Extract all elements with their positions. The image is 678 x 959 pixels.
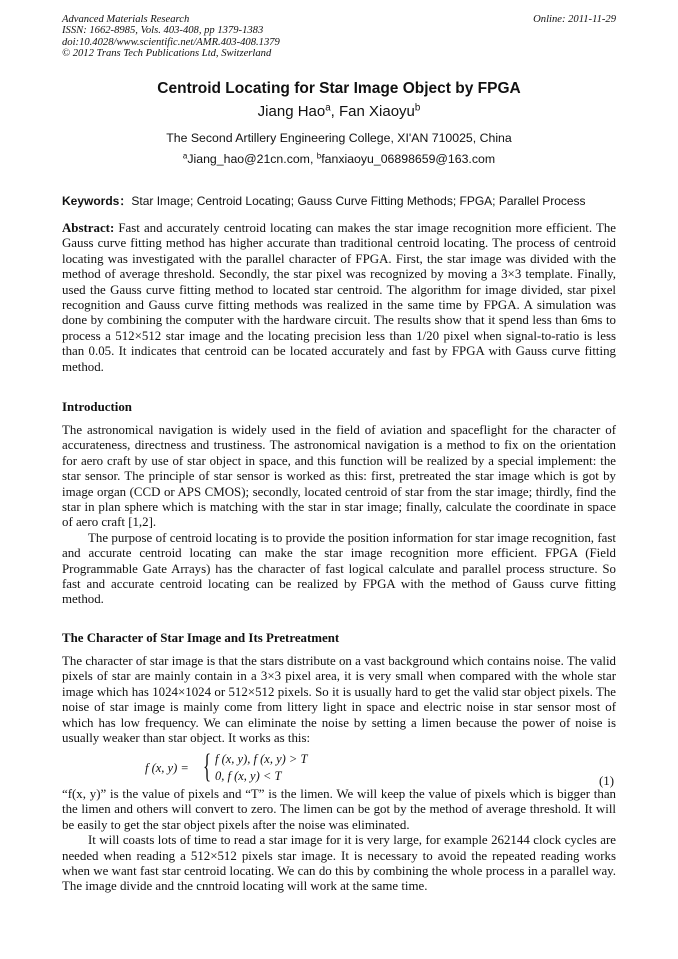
author-name: Jiang Hao (257, 103, 326, 120)
author-list (0, 103, 678, 120)
keywords-label: Keywords： (62, 194, 132, 208)
section-star-image-continued (62, 787, 616, 895)
author-mark: b (414, 102, 421, 114)
affiliation: The Second Artillery Engineering College, XI'AN 710025, China (166, 131, 512, 145)
author-name: Fan Xiaoyu (339, 103, 415, 120)
email-list (0, 152, 678, 166)
author-separator: , (330, 103, 339, 120)
author-mark: a (325, 102, 331, 114)
paragraph: The astronomical navigation is widely used in the field of aviation and spaceflight for the character of accurateness, directness and trustiness. The astronomical navigation is a method to fix on the orientation for aero craft by use of star object in space, and this function will be realized by a special implement: the star sensor. The principle of star sensor is worked as this: first, pretreated the star image which is got by image organ (CCD or APS CMOS); secondly, located centroid of star from the star image; thirdly, find the star in plan sphere which is matching with the star in star image; finally, calculate the coordinate in space of aero craft [1,2]. (62, 423, 616, 530)
section-heading-star-image: The Character of Star Image and Its Pretreatment (62, 631, 340, 645)
doi-line[interactable]: doi:10.4028/www.scientific.net/AMR.403-408.1379 (62, 36, 280, 48)
journal-name: Advanced Materials Research (62, 14, 190, 25)
issn-line: ISSN: 1662-8985, Vols. 403-408, pp 1379-1383 (62, 25, 264, 37)
abstract (62, 221, 616, 375)
keywords-text: Star Image; Centroid Locating; Gauss Curve Fitting Methods; FPGA; Parallel Process (131, 194, 586, 208)
equation-number: (1) (598, 774, 614, 788)
paper-title: Centroid Locating for Star Image Object by FPGA (157, 80, 521, 97)
section-star-image (62, 654, 616, 746)
section-introduction (62, 423, 616, 608)
email-mark: b (316, 151, 322, 161)
online-date: Online: 2011-11-29 (533, 14, 616, 25)
section-heading-introduction: Introduction (62, 400, 132, 414)
email-separator: , (309, 152, 317, 166)
equation-lhs: f (x, y) = (145, 761, 189, 775)
email-link[interactable]: Jiang_hao@21cn.com (187, 152, 310, 166)
email-link[interactable]: fanxiaoyu_06898659@163.com (321, 152, 496, 166)
journal-header (62, 14, 280, 60)
abstract-label: Abstract: (62, 221, 115, 235)
keywords (62, 192, 586, 209)
paragraph: “f(x, y)” is the value of pixels and “T” is the limen. We will keep the value of pixels which is bigger than the limen and others will convert to zero. The limen can be got by the method of average threshold. It will be easily to get the star object pixels after the noise was eliminated. (62, 787, 616, 832)
abstract-text: Fast and accurately centroid locating can makes the star image recognition more efficient. The Gauss curve fitting method has higher accurate than traditional centroid locating. The process of centroid locating was investigated with the parallel character of FPGA. First, the star image was divided with the method of average threshold. Secondly, the star pixel was recognized by moving a 3×3 template. Finally, used the Gauss curve fitting method to located star centroid. The algorithm for image divided, star pixel recognition and Gauss curve fitting methods was realized in the same time by FPGA. A simulation was done by combining the computer with the hardware circuit. The results show that it spend less than 6ms to process a 512×512 star image and the locating precision less than 1/20 pixel when signal-to-ratio is less than 0.05. It indicates that centroid can be located accurately and fast by FPGA with Gauss curve fitting method. (62, 221, 616, 374)
paragraph: It will coasts lots of time to read a star image for it is very large, for example 262144 clock cycles are needed when reading a 512×512 pixels star image. It is necessary to avoid the repeated reading works when we want fast star centroid locating. We can do this by combining the whole process in a parallel way. The image divide and the cnntroid locating will work at the same time. (62, 833, 616, 894)
left-brace-symbol: { (203, 748, 212, 785)
paragraph: The character of star image is that the stars distribute on a vast background which contains noise. The valid pixels of star are mainly contain in a 3×3 pixel area, it is very small when compared with the whole star image which has 1024×1024 or 512×512 pixels. So it is usually hard to get the valid star object pixels. The noise of star image is mainly come from littery light in space and electric noise in star sensor most of which has low frequency. We can eliminate the noise by setting a limen because the power of noise is usually weaker than star object. It works as this: (62, 654, 616, 746)
copyright-line: © 2012 Trans Tech Publications Ltd, Switzerland (62, 48, 272, 60)
paragraph: The purpose of centroid locating is to provide the position information for star image recognition, fast and accurate centroid locating can make the star image recognition more efficient. FPGA (Field Programmable Gate Arrays) has the character of fast logical calculate and parallel process structure. So fast and accurate centroid locating can be realized by FPGA with the method of Gauss curve fitting method. (62, 530, 616, 607)
email-mark: a (182, 151, 188, 161)
equation-case-1: f (x, y), f (x, y) > T (215, 752, 308, 766)
equation-case-2: 0, f (x, y) < T (215, 769, 282, 783)
